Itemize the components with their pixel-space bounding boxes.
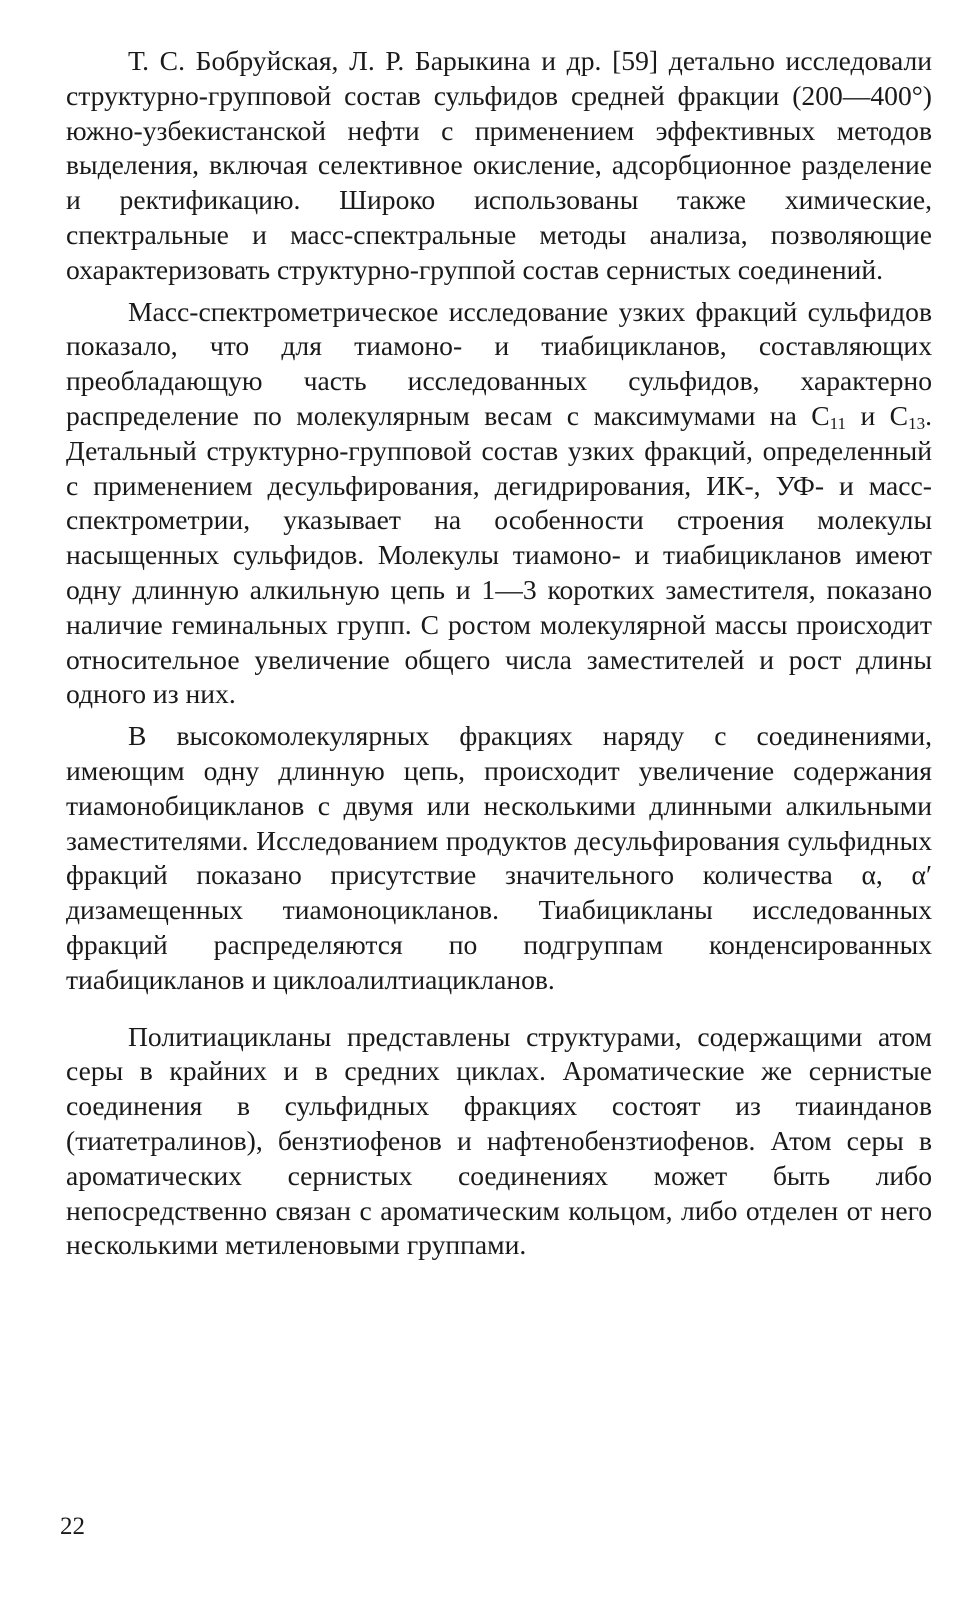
paragraph-2-text-before: Масс-спектрометрическое исследование узких фракций сульфидов показало, что для тиамоно- и тиабицикланов, составляющих преобладающую часть исследованных сульфидов, характерно распределение по молекулярным весам с максимумами на C [66,295,932,431]
paragraph-3: В высокомолекулярных фракциях наряду с соединениями, имеющим одну длинную цепь, происходит увеличение содержания тиамонобицикланов с двумя или несколькими длинными алкильными заместителями. Исследованием продуктов десульфирования сульфидных фракций показано присутствие значительного количества α, α′ дизамещенных тиамоноцикланов. Тиабицикланы исследованных фракций распределяются по подгруппам конденсированных тиабицикланов и циклоалилтиацикланов. [66,720,932,995]
page-number: 22 [60,1513,85,1540]
subscript-13: 13 [908,413,926,433]
paragraph-2-text-middle: и C [846,399,909,431]
paragraph-1: Т. С. Бобруйская, Л. Р. Барыкина и др. [59] детально исследовали структурно-групповой состав сульфидов средней фракции (200—400°) южно-узбекистанской нефти с применением эффективных методов выделения, включая селективное окисление, адсорбционное разделение и ректификацию. Широко использованы также химические, спектральные и масс-спектральные методы анализа, позволяющие охарактеризовать структурно-группой состав сернистых соединений. [66,45,932,285]
paragraph-4: Политиацикланы представлены структурами, содержащими атом серы в крайних и в средних циклах. Ароматические же сернистые соединения в сульфидных фракциях состоят из тиаинданов (тиатетралинов), бензтиофенов и нафтенобензтиофенов. Атом серы в ароматических сернистых соединениях может быть либо непосредственно связан с ароматическим кольцом, либо отделен от него несколькими метиленовыми группами. [66,1020,932,1261]
paragraph-2-text-after: . Детальный структурно-групповой состав узких фракций, определенный с применением десульфирования, дегидрирования, ИК-, УФ- и масс-спектрометрии, указывает на особенности строения молекулы насыщенных сульфидов. Молекулы тиамоно- и тиабицикланов имеют одну длинную алкильную цепь и 1—3 коротких заместителя, показано наличие геминальных групп. С ростом молекулярной массы происходит относительное увеличение общего числа заместителей и рост длины одного из них. [66,399,932,710]
paragraph-2 [66,295,932,713]
page-body [66,44,932,1270]
subscript-11: 11 [829,413,847,433]
